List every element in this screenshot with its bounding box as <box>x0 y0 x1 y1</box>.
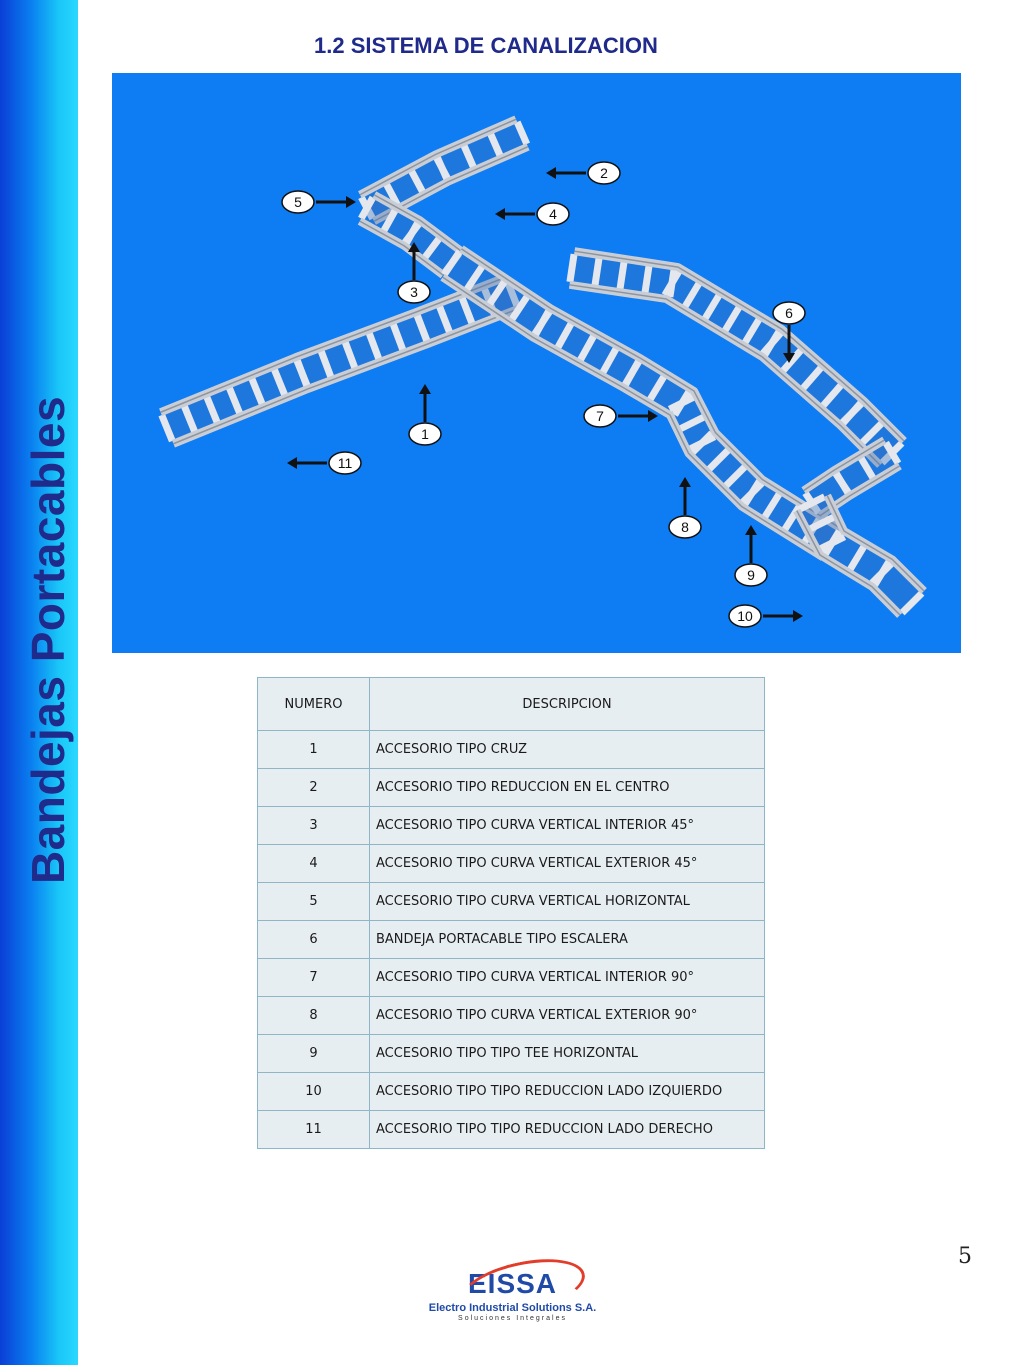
tray-left-branch <box>161 277 519 444</box>
table-row <box>258 1035 765 1073</box>
side-title: Bandejas Portacables <box>22 395 74 885</box>
row-number: 8 <box>258 997 370 1035</box>
callout-group <box>282 162 805 627</box>
table-row <box>258 883 765 921</box>
callout-label: 11 <box>337 455 353 471</box>
logo-tagline: Soluciones Integrales <box>458 1315 567 1322</box>
tray-bottom-tee <box>797 495 924 615</box>
callout-2 <box>546 162 620 184</box>
callout-label: 1 <box>421 426 429 442</box>
callout-1 <box>409 384 441 445</box>
callout-7 <box>584 405 658 427</box>
table-header-row <box>258 678 765 731</box>
callout-4 <box>495 203 569 225</box>
row-number: 4 <box>258 845 370 883</box>
callout-arrow-head-icon <box>419 384 431 394</box>
row-number: 6 <box>258 921 370 959</box>
row-number: 7 <box>258 959 370 997</box>
tray-rung <box>620 262 624 290</box>
row-description: ACCESORIO TIPO CURVA VERTICAL EXTERIOR 45° <box>370 845 765 883</box>
callout-arrow-head-icon <box>648 410 658 422</box>
row-number: 9 <box>258 1035 370 1073</box>
row-number: 1 <box>258 731 370 769</box>
table-row <box>258 1073 765 1111</box>
callout-label: 6 <box>785 305 793 321</box>
cable-tray-diagram <box>112 73 961 653</box>
company-logo <box>425 1262 600 1342</box>
table-row <box>258 731 765 769</box>
table-row <box>258 1111 765 1149</box>
callout-label: 3 <box>410 284 418 300</box>
row-description: ACCESORIO TIPO CURVA VERTICAL INTERIOR 90° <box>370 959 765 997</box>
table-body <box>258 731 765 1149</box>
row-description: ACCESORIO TIPO TIPO REDUCCION LADO DERECHO <box>370 1111 765 1149</box>
callout-arrow-head-icon <box>287 457 297 469</box>
callout-11 <box>287 452 361 474</box>
header-descripcion: DESCRIPCION <box>370 678 765 731</box>
page-number: 5 <box>958 1244 972 1269</box>
tray-assembly <box>161 119 924 615</box>
tray-upper-link <box>360 195 461 275</box>
table-row <box>258 807 765 845</box>
cable-tray-illustration <box>112 73 961 653</box>
tray-rung <box>645 265 649 293</box>
callout-9 <box>735 525 767 586</box>
logo-company-name: Electro Industrial Solutions S.A. <box>428 1302 597 1314</box>
callout-label: 7 <box>596 408 604 424</box>
callout-label: 8 <box>681 519 689 535</box>
callout-label: 2 <box>600 165 608 181</box>
row-description: ACCESORIO TIPO REDUCCION EN EL CENTRO <box>370 769 765 807</box>
row-number: 10 <box>258 1073 370 1111</box>
callout-arrow-head-icon <box>679 477 691 487</box>
table-row <box>258 769 765 807</box>
table-row <box>258 997 765 1035</box>
callout-arrow-head-icon <box>495 208 505 220</box>
row-description: ACCESORIO TIPO CURVA VERTICAL HORIZONTAL <box>370 883 765 921</box>
header-numero: NUMERO <box>258 678 370 731</box>
callout-arrow-head-icon <box>745 525 757 535</box>
table-row <box>258 959 765 997</box>
callout-5 <box>282 191 356 213</box>
callout-arrow-head-icon <box>546 167 556 179</box>
parts-table <box>257 677 765 1149</box>
row-description: BANDEJA PORTACABLE TIPO ESCALERA <box>370 921 765 959</box>
row-description: ACCESORIO TIPO TIPO REDUCCION LADO IZQUIERDO <box>370 1073 765 1111</box>
row-number: 5 <box>258 883 370 921</box>
logo-mark <box>468 1268 557 1300</box>
callout-arrow-head-icon <box>793 610 803 622</box>
logo-mark-text: EISSA <box>467 1268 558 1299</box>
callout-label: 4 <box>549 206 557 222</box>
page-title: 1.2 SISTEMA DE CANALIZACION <box>314 33 658 58</box>
row-description: ACCESORIO TIPO CURVA VERTICAL EXTERIOR 90° <box>370 997 765 1035</box>
row-description: ACCESORIO TIPO TIPO TEE HORIZONTAL <box>370 1035 765 1073</box>
callout-label: 5 <box>294 194 302 210</box>
callout-8 <box>669 477 701 538</box>
row-number: 2 <box>258 769 370 807</box>
callout-10 <box>729 605 803 627</box>
tray-rung <box>570 254 574 282</box>
row-description: ACCESORIO TIPO CRUZ <box>370 731 765 769</box>
row-number: 11 <box>258 1111 370 1149</box>
callout-label: 9 <box>747 567 755 583</box>
table-row <box>258 921 765 959</box>
row-number: 3 <box>258 807 370 845</box>
row-description: ACCESORIO TIPO CURVA VERTICAL INTERIOR 45° <box>370 807 765 845</box>
table-row <box>258 845 765 883</box>
callout-arrow-head-icon <box>346 196 356 208</box>
tray-rung <box>595 258 599 286</box>
callout-label: 10 <box>737 608 753 624</box>
